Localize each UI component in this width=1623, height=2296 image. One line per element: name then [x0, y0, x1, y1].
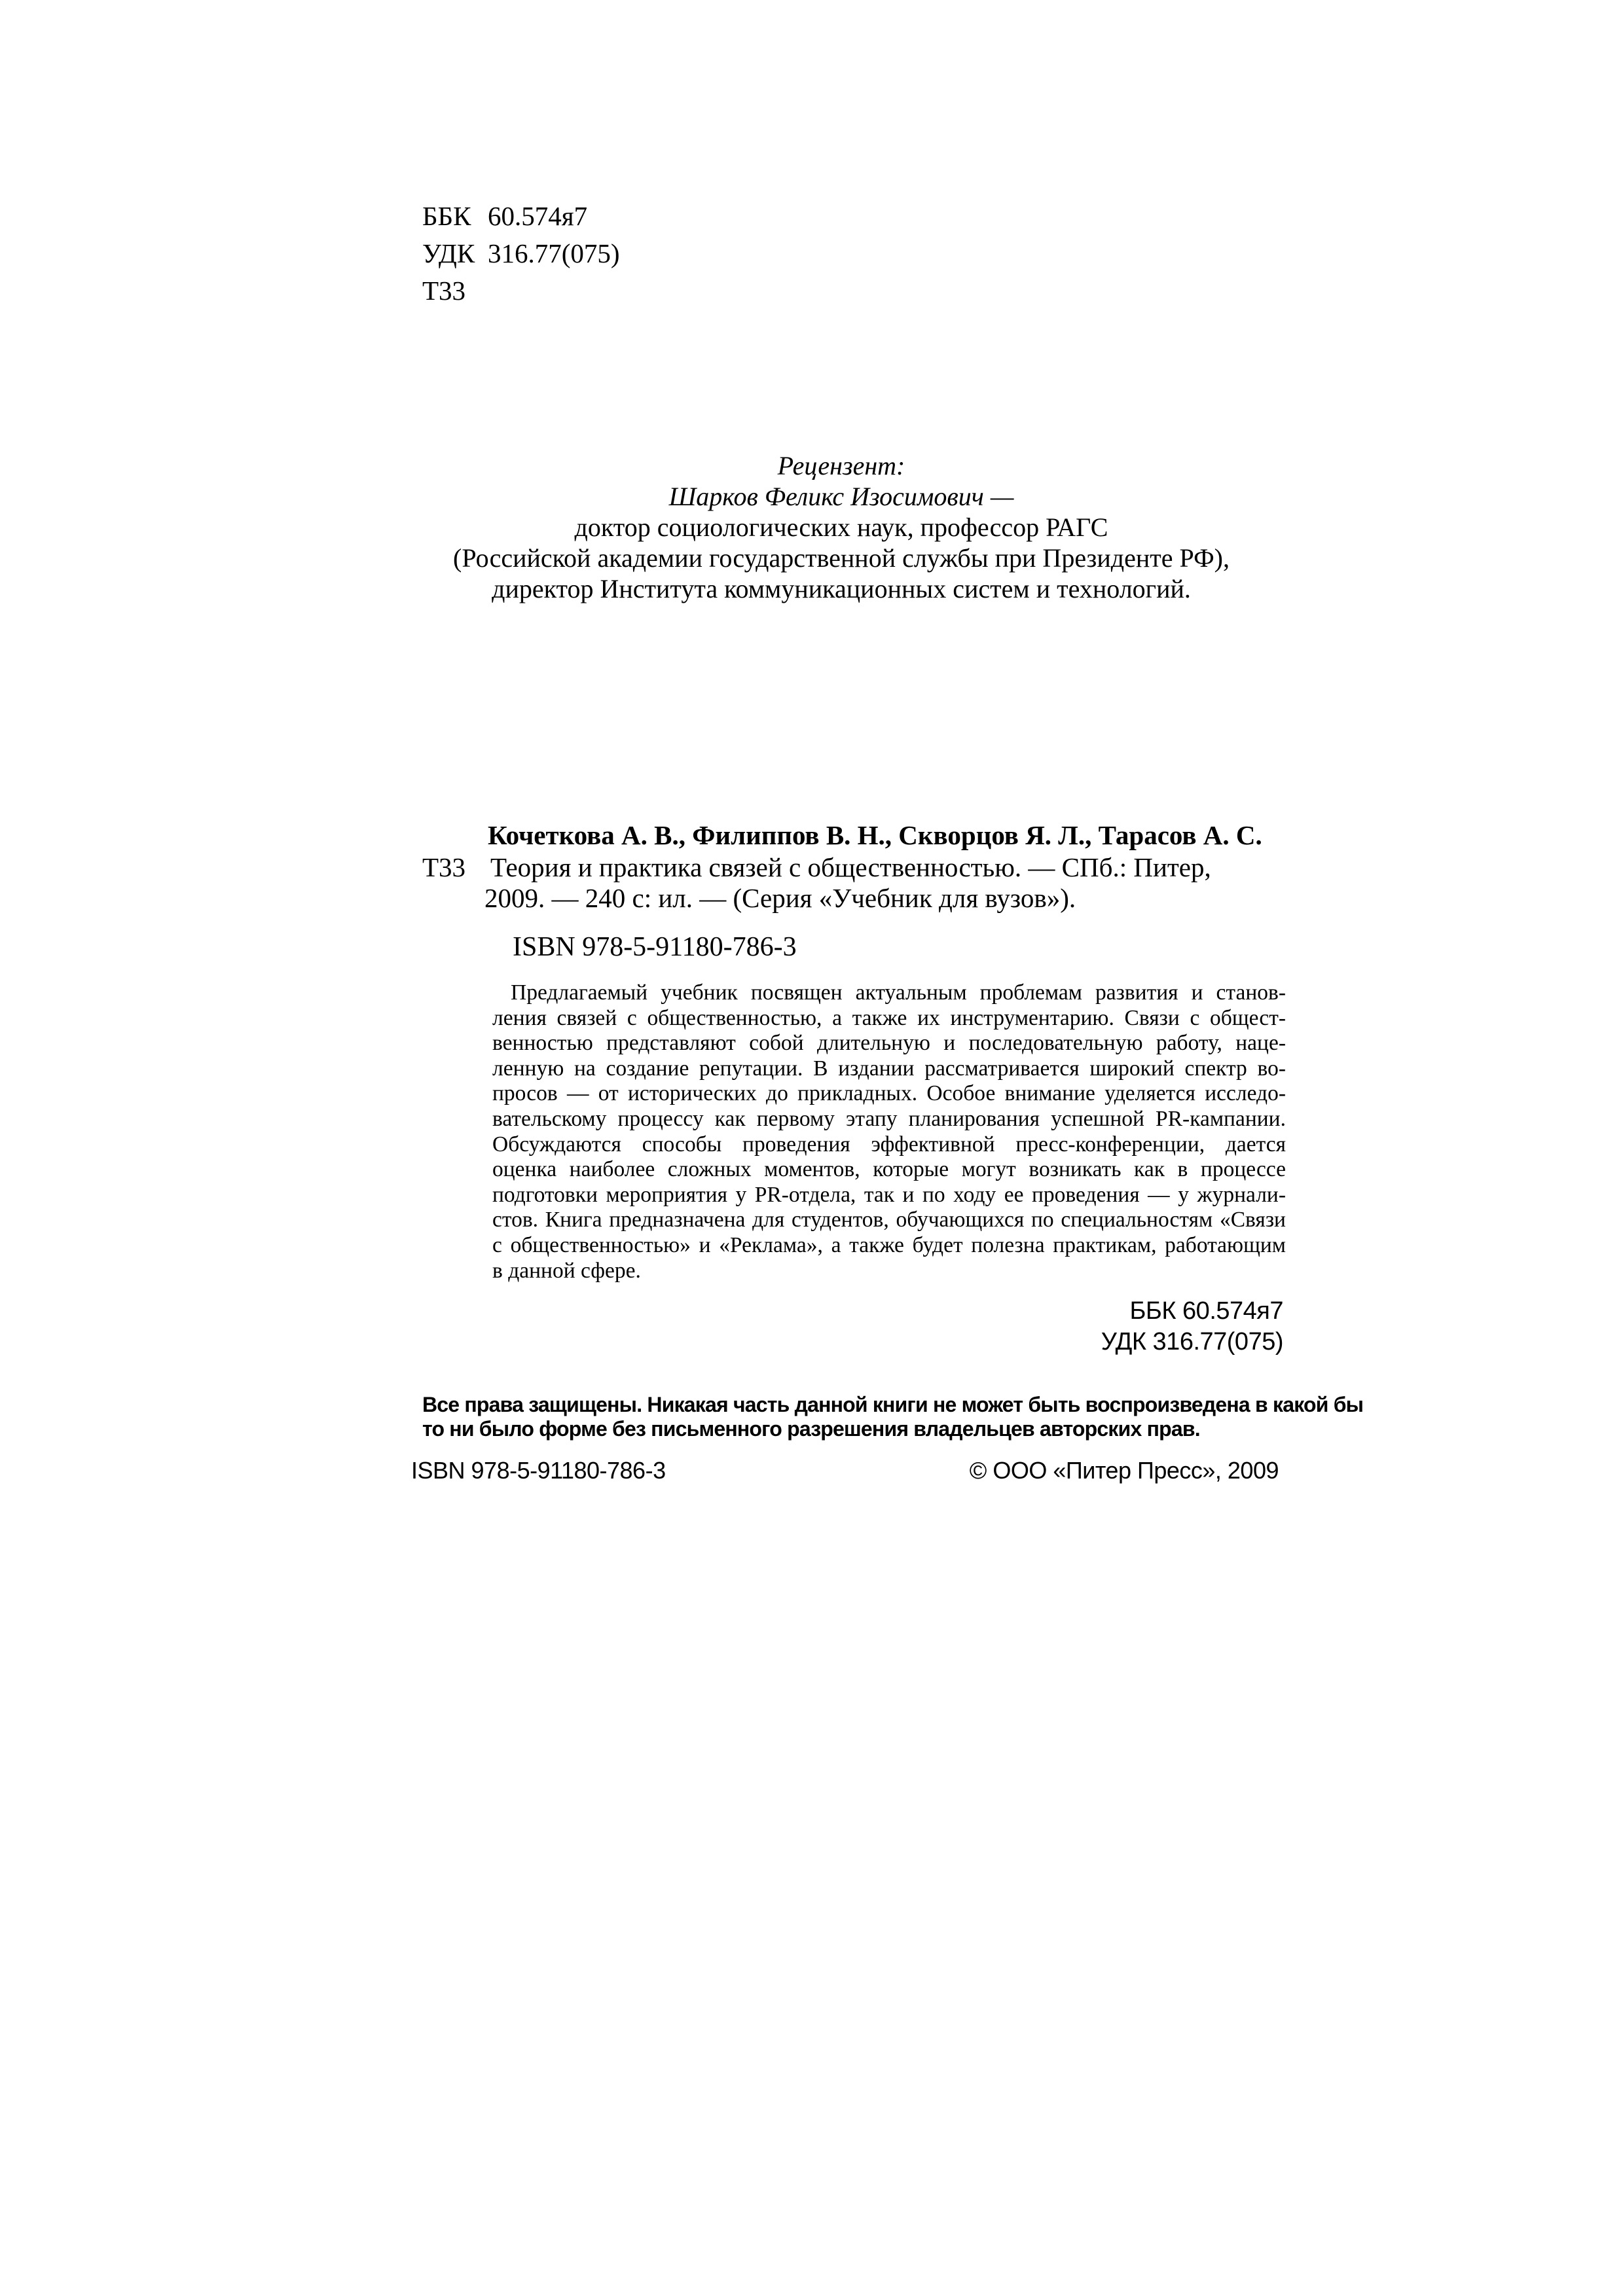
annotation-line: Предлагаемый учебник посвящен актуальным проблемам развития и станов- [511, 980, 1286, 1005]
bbk-label: ББК [422, 201, 471, 231]
top-codes-block [422, 198, 620, 310]
mid-udk-code: УДК 316.77(075) [1101, 1328, 1283, 1355]
annotation-line: просов — от исторических до прикладных. Особое внимание уделяется исследо- [492, 1081, 1286, 1106]
annotation-line: вательскому процессу как первому этапу планирования успешной PR-кампании. [492, 1106, 1286, 1131]
annotation-line: стов. Книга предназначена для студентов, обучающихся по специальностям «Связи [492, 1208, 1286, 1232]
biblio-author-sign: Т33 [422, 852, 466, 882]
mid-bbk-code: ББК 60.574я7 [1129, 1297, 1283, 1325]
reviewer-title-line-2: (Российской академии государственной службы при Президенте РФ), [453, 543, 1230, 573]
reviewer-block [376, 450, 1306, 604]
reviewer-title-line-3: директор Института коммуникационных систем и технологий. [492, 574, 1191, 603]
annotation-line: Обсуждаются способы проведения эффективной пресс-конференции, дается [492, 1132, 1286, 1157]
biblio-entry-line-1: Теория и практика связей с общественностью. — СПб.: Питер, [490, 852, 1211, 882]
rights-block [422, 1393, 1364, 1441]
annotation-line: подготовки мероприятия у PR-отдела, так и по ходу ее проведения — у журнали- [492, 1182, 1286, 1207]
bbk-value: 60.574я7 [488, 201, 588, 231]
annotation-line: с общественностью» и «Реклама», а также будет полезна практикам, работающим [492, 1232, 1286, 1257]
biblio-entry [422, 852, 1293, 883]
annotation-line: ленную на создание репутации. В издании рассматривается широкий спектр во- [492, 1056, 1286, 1081]
author-sign: Т33 [422, 276, 466, 306]
footer-isbn: ISBN 978-5-91180-786-3 [411, 1457, 666, 1484]
reviewer-heading: Рецензент: [777, 451, 905, 480]
mid-codes-block [1101, 1296, 1283, 1357]
annotation-line: в данной сфере. [492, 1258, 641, 1283]
udk-label: УДК [422, 238, 475, 268]
bbk-code-line [422, 198, 620, 235]
annotation-line: оценка наиболее сложных моментов, которые могут возникать как в процессе [492, 1157, 1286, 1182]
udk-code-line [422, 235, 620, 272]
rights-line: то ни было форме без письменного разрешения владельцев авторских прав. [422, 1417, 1200, 1441]
annotation-line: ления связей с общественностью, а также их инструментарию. Связи с общест- [492, 1005, 1286, 1030]
udk-value: 316.77(075) [488, 238, 620, 268]
biblio-block [422, 819, 1293, 963]
biblio-authors: Кочеткова А. В., Филиппов В. Н., Скворцов Я. Л., Тарасов А. С. [488, 820, 1262, 850]
reviewer-title-line-1: доктор социологических наук, профессор РАГС [574, 512, 1108, 542]
annotation-block [492, 980, 1286, 1283]
biblio-entry-line-2: 2009. — 240 с: ил. — (Серия «Учебник для вузов»). [484, 883, 1076, 913]
reviewer-name: Шарков Феликс Изосимович — [668, 482, 1014, 511]
biblio-isbn: ISBN 978-5-91180-786-3 [513, 932, 797, 962]
annotation-line: венностью представляют собой длительную и последовательную работу, наце- [492, 1031, 1286, 1056]
footer-copyright: © ООО «Питер Пресс», 2009 [969, 1457, 1279, 1484]
footer-row [411, 1457, 1279, 1484]
rights-line: Все права защищены. Никакая часть данной книги не может быть воспроизведена в какой бы [422, 1393, 1364, 1416]
